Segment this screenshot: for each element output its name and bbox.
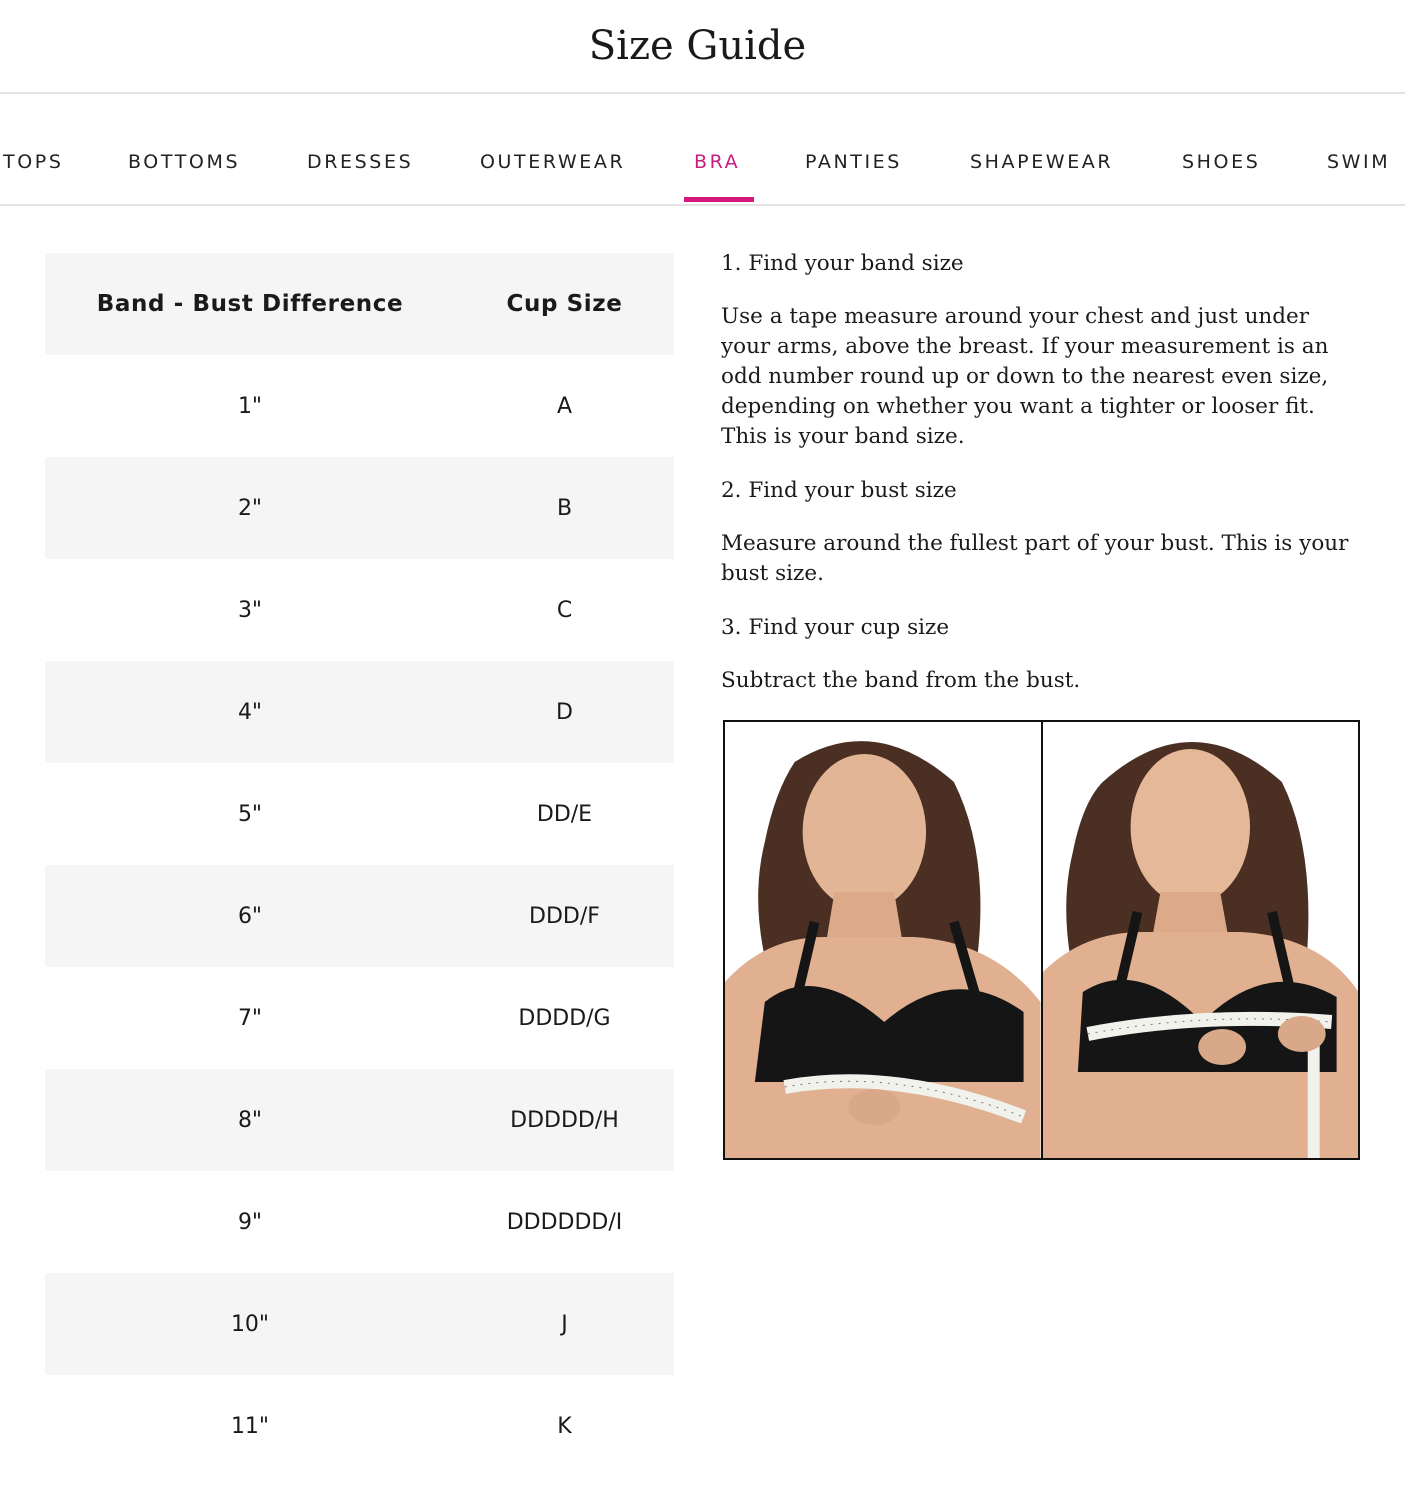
difference-cell: 9" (237, 1209, 263, 1235)
difference-cell: 11" (230, 1413, 270, 1439)
table-header-row (45, 253, 674, 355)
difference-cell: 7" (237, 1005, 263, 1031)
table-row (45, 967, 674, 1069)
table-row (45, 1069, 674, 1171)
cup-size-cell: DDDDD/H (510, 1107, 619, 1133)
active-tab-indicator (684, 197, 754, 202)
cup-size-cell: B (556, 495, 573, 521)
tab-tops[interactable]: TOPS (3, 151, 64, 173)
cup-size-cell: DDDDDD/I (506, 1209, 623, 1235)
difference-cell: 10" (230, 1311, 270, 1337)
tab-shapewear[interactable]: SHAPEWEAR (970, 151, 1114, 173)
step1-heading: 1. Find your band size (721, 251, 964, 276)
table-row (45, 1273, 674, 1375)
header-cup-size: Cup Size (506, 291, 623, 317)
cup-size-cell: DDD/F (529, 903, 600, 929)
tab-shoes[interactable]: SHOES (1182, 151, 1261, 173)
tab-outerwear[interactable]: OUTERWEAR (480, 151, 626, 173)
cup-size-cell: DD/E (536, 801, 593, 827)
table-row (45, 865, 674, 967)
tab-bra[interactable]: BRA (694, 151, 741, 173)
measurement-photos (723, 720, 1360, 1160)
difference-cell: 5" (237, 801, 263, 827)
page-title: Size Guide (588, 23, 807, 69)
cup-size-cell: D (556, 699, 573, 725)
table-row (45, 457, 674, 559)
table-row (45, 559, 674, 661)
table-row (45, 355, 674, 457)
table-row (45, 661, 674, 763)
band-measurement-photo (725, 722, 1041, 1158)
band-measurement-illustration (725, 722, 1041, 1158)
table-row (45, 1375, 674, 1477)
step3-text: Subtract the band from the bust. (721, 668, 1081, 693)
difference-cell: 8" (237, 1107, 263, 1133)
difference-cell: 3" (237, 597, 263, 623)
difference-cell: 6" (237, 903, 263, 929)
cup-size-cell: C (556, 597, 573, 623)
cup-size-cell: K (557, 1413, 572, 1439)
difference-cell: 4" (237, 699, 263, 725)
tabs-divider (0, 204, 1405, 206)
step3-heading: 3. Find your cup size (721, 615, 950, 640)
tab-bottoms[interactable]: BOTTOMS (128, 151, 241, 173)
step1-text: Use a tape measure around your chest and just under your arms, above the breast. If your measurement is an odd number round up or down to the nearest even size, depending on whether you want a tighter or looser fit. This is your band size. (721, 304, 1329, 449)
category-tabs (0, 128, 1405, 198)
tab-swim[interactable]: SWIM (1327, 151, 1391, 173)
step2-heading: 2. Find your bust size (721, 478, 957, 503)
table-row (45, 763, 674, 865)
title-divider (0, 92, 1405, 94)
cup-size-cell: J (561, 1311, 568, 1337)
difference-cell: 2" (237, 495, 263, 521)
measuring-instructions (721, 249, 1361, 720)
tab-panties[interactable]: PANTIES (805, 151, 902, 173)
header-band-bust-difference: Band - Bust Difference (96, 291, 404, 317)
difference-cell: 1" (237, 393, 263, 419)
table-row (45, 1171, 674, 1273)
cup-size-cell: DDDD/G (518, 1005, 611, 1031)
bust-measurement-photo (1041, 722, 1359, 1158)
size-table (45, 253, 674, 1477)
cup-size-cell: A (556, 393, 573, 419)
tab-dresses[interactable]: DRESSES (307, 151, 414, 173)
bust-measurement-illustration (1043, 722, 1359, 1158)
step2-text: Measure around the fullest part of your bust. This is your bust size. (721, 531, 1349, 586)
